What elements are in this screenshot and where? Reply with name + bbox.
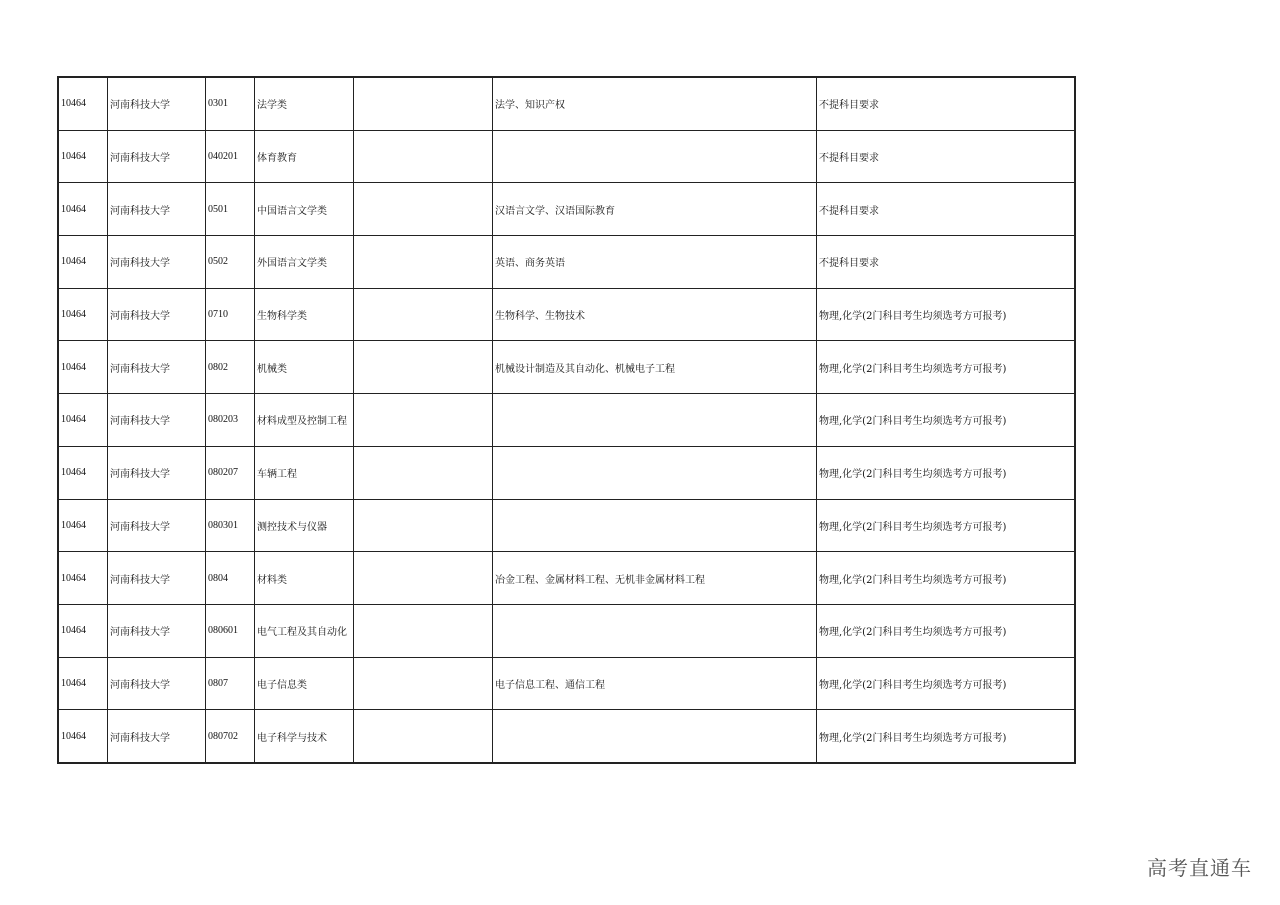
school-code-cell: 10464 — [59, 657, 108, 710]
school-code-cell: 10464 — [59, 499, 108, 552]
school-name-cell: 河南科技大学 — [108, 499, 206, 552]
major-name-cell: 电子科学与技术 — [255, 710, 354, 763]
school-code-cell: 10464 — [59, 78, 108, 131]
major-code-cell: 080301 — [206, 499, 255, 552]
included-majors-cell: 机械设计制造及其自动化、机械电子工程 — [493, 341, 817, 394]
blank-cell — [354, 552, 493, 605]
school-name-cell: 河南科技大学 — [108, 552, 206, 605]
school-name-cell: 河南科技大学 — [108, 710, 206, 763]
table-row — [59, 394, 1075, 447]
major-code-cell: 0807 — [206, 657, 255, 710]
table-body — [59, 78, 1075, 763]
major-code-cell: 0502 — [206, 236, 255, 289]
blank-cell — [354, 657, 493, 710]
school-code-cell: 10464 — [59, 394, 108, 447]
table-row — [59, 130, 1075, 183]
blank-cell — [354, 130, 493, 183]
school-code-cell: 10464 — [59, 236, 108, 289]
major-name-cell: 生物科学类 — [255, 288, 354, 341]
blank-cell — [354, 78, 493, 131]
major-name-cell: 电气工程及其自动化 — [255, 604, 354, 657]
table-row — [59, 236, 1075, 289]
included-majors-cell — [493, 394, 817, 447]
table-row — [59, 499, 1075, 552]
table-row — [59, 288, 1075, 341]
included-majors-cell: 冶金工程、金属材料工程、无机非金属材料工程 — [493, 552, 817, 605]
included-majors-cell — [493, 499, 817, 552]
included-majors-cell — [493, 446, 817, 499]
included-majors-cell: 电子信息工程、通信工程 — [493, 657, 817, 710]
major-code-cell: 0710 — [206, 288, 255, 341]
included-majors-cell: 汉语言文学、汉语国际教育 — [493, 183, 817, 236]
school-code-cell: 10464 — [59, 183, 108, 236]
included-majors-cell — [493, 710, 817, 763]
included-majors-cell — [493, 604, 817, 657]
major-code-cell: 0301 — [206, 78, 255, 131]
school-code-cell: 10464 — [59, 552, 108, 605]
school-name-cell: 河南科技大学 — [108, 604, 206, 657]
school-code-cell: 10464 — [59, 288, 108, 341]
school-name-cell: 河南科技大学 — [108, 657, 206, 710]
table-row — [59, 446, 1075, 499]
major-code-cell: 0501 — [206, 183, 255, 236]
school-code-cell: 10464 — [59, 341, 108, 394]
major-name-cell: 法学类 — [255, 78, 354, 131]
major-name-cell: 材料成型及控制工程 — [255, 394, 354, 447]
subject-requirements-table — [58, 77, 1075, 763]
included-majors-cell: 生物科学、生物技术 — [493, 288, 817, 341]
blank-cell — [354, 288, 493, 341]
major-name-cell: 电子信息类 — [255, 657, 354, 710]
school-code-cell: 10464 — [59, 446, 108, 499]
blank-cell — [354, 183, 493, 236]
subject-requirement-cell: 不提科目要求 — [817, 78, 1075, 131]
subject-requirement-cell: 物理,化学(2门科目考生均须选考方可报考) — [817, 604, 1075, 657]
major-name-cell: 材料类 — [255, 552, 354, 605]
major-code-cell: 080203 — [206, 394, 255, 447]
subject-requirement-cell: 物理,化学(2门科目考生均须选考方可报考) — [817, 446, 1075, 499]
school-name-cell: 河南科技大学 — [108, 394, 206, 447]
major-code-cell: 080207 — [206, 446, 255, 499]
table-row — [59, 604, 1075, 657]
table-row — [59, 710, 1075, 763]
school-name-cell: 河南科技大学 — [108, 288, 206, 341]
included-majors-cell: 英语、商务英语 — [493, 236, 817, 289]
blank-cell — [354, 710, 493, 763]
school-name-cell: 河南科技大学 — [108, 183, 206, 236]
major-code-cell: 080601 — [206, 604, 255, 657]
table-row — [59, 657, 1075, 710]
major-name-cell: 外国语言文学类 — [255, 236, 354, 289]
table-row — [59, 341, 1075, 394]
blank-cell — [354, 446, 493, 499]
included-majors-cell: 法学、知识产权 — [493, 78, 817, 131]
major-name-cell: 体育教育 — [255, 130, 354, 183]
subject-requirement-cell: 物理,化学(2门科目考生均须选考方可报考) — [817, 710, 1075, 763]
subject-requirement-cell: 物理,化学(2门科目考生均须选考方可报考) — [817, 288, 1075, 341]
subject-requirement-cell: 物理,化学(2门科目考生均须选考方可报考) — [817, 552, 1075, 605]
major-code-cell: 040201 — [206, 130, 255, 183]
school-code-cell: 10464 — [59, 710, 108, 763]
subject-requirement-cell: 物理,化学(2门科目考生均须选考方可报考) — [817, 394, 1075, 447]
major-code-cell: 080702 — [206, 710, 255, 763]
major-code-cell: 0804 — [206, 552, 255, 605]
subject-requirement-cell: 物理,化学(2门科目考生均须选考方可报考) — [817, 499, 1075, 552]
school-name-cell: 河南科技大学 — [108, 446, 206, 499]
major-name-cell: 中国语言文学类 — [255, 183, 354, 236]
table-row — [59, 552, 1075, 605]
major-name-cell: 机械类 — [255, 341, 354, 394]
subject-requirement-cell: 不提科目要求 — [817, 130, 1075, 183]
watermark-text: 高考直通车 — [1147, 856, 1252, 880]
blank-cell — [354, 236, 493, 289]
school-name-cell: 河南科技大学 — [108, 236, 206, 289]
school-code-cell: 10464 — [59, 130, 108, 183]
subject-requirement-cell: 不提科目要求 — [817, 183, 1075, 236]
table-row — [59, 183, 1075, 236]
school-name-cell: 河南科技大学 — [108, 78, 206, 131]
major-name-cell: 测控技术与仪器 — [255, 499, 354, 552]
blank-cell — [354, 499, 493, 552]
blank-cell — [354, 604, 493, 657]
table-row — [59, 78, 1075, 131]
subject-requirement-cell: 物理,化学(2门科目考生均须选考方可报考) — [817, 657, 1075, 710]
major-name-cell: 车辆工程 — [255, 446, 354, 499]
included-majors-cell — [493, 130, 817, 183]
major-code-cell: 0802 — [206, 341, 255, 394]
subject-requirement-cell: 不提科目要求 — [817, 236, 1075, 289]
subject-requirement-cell: 物理,化学(2门科目考生均须选考方可报考) — [817, 341, 1075, 394]
blank-cell — [354, 394, 493, 447]
school-name-cell: 河南科技大学 — [108, 341, 206, 394]
school-name-cell: 河南科技大学 — [108, 130, 206, 183]
blank-cell — [354, 341, 493, 394]
school-code-cell: 10464 — [59, 604, 108, 657]
